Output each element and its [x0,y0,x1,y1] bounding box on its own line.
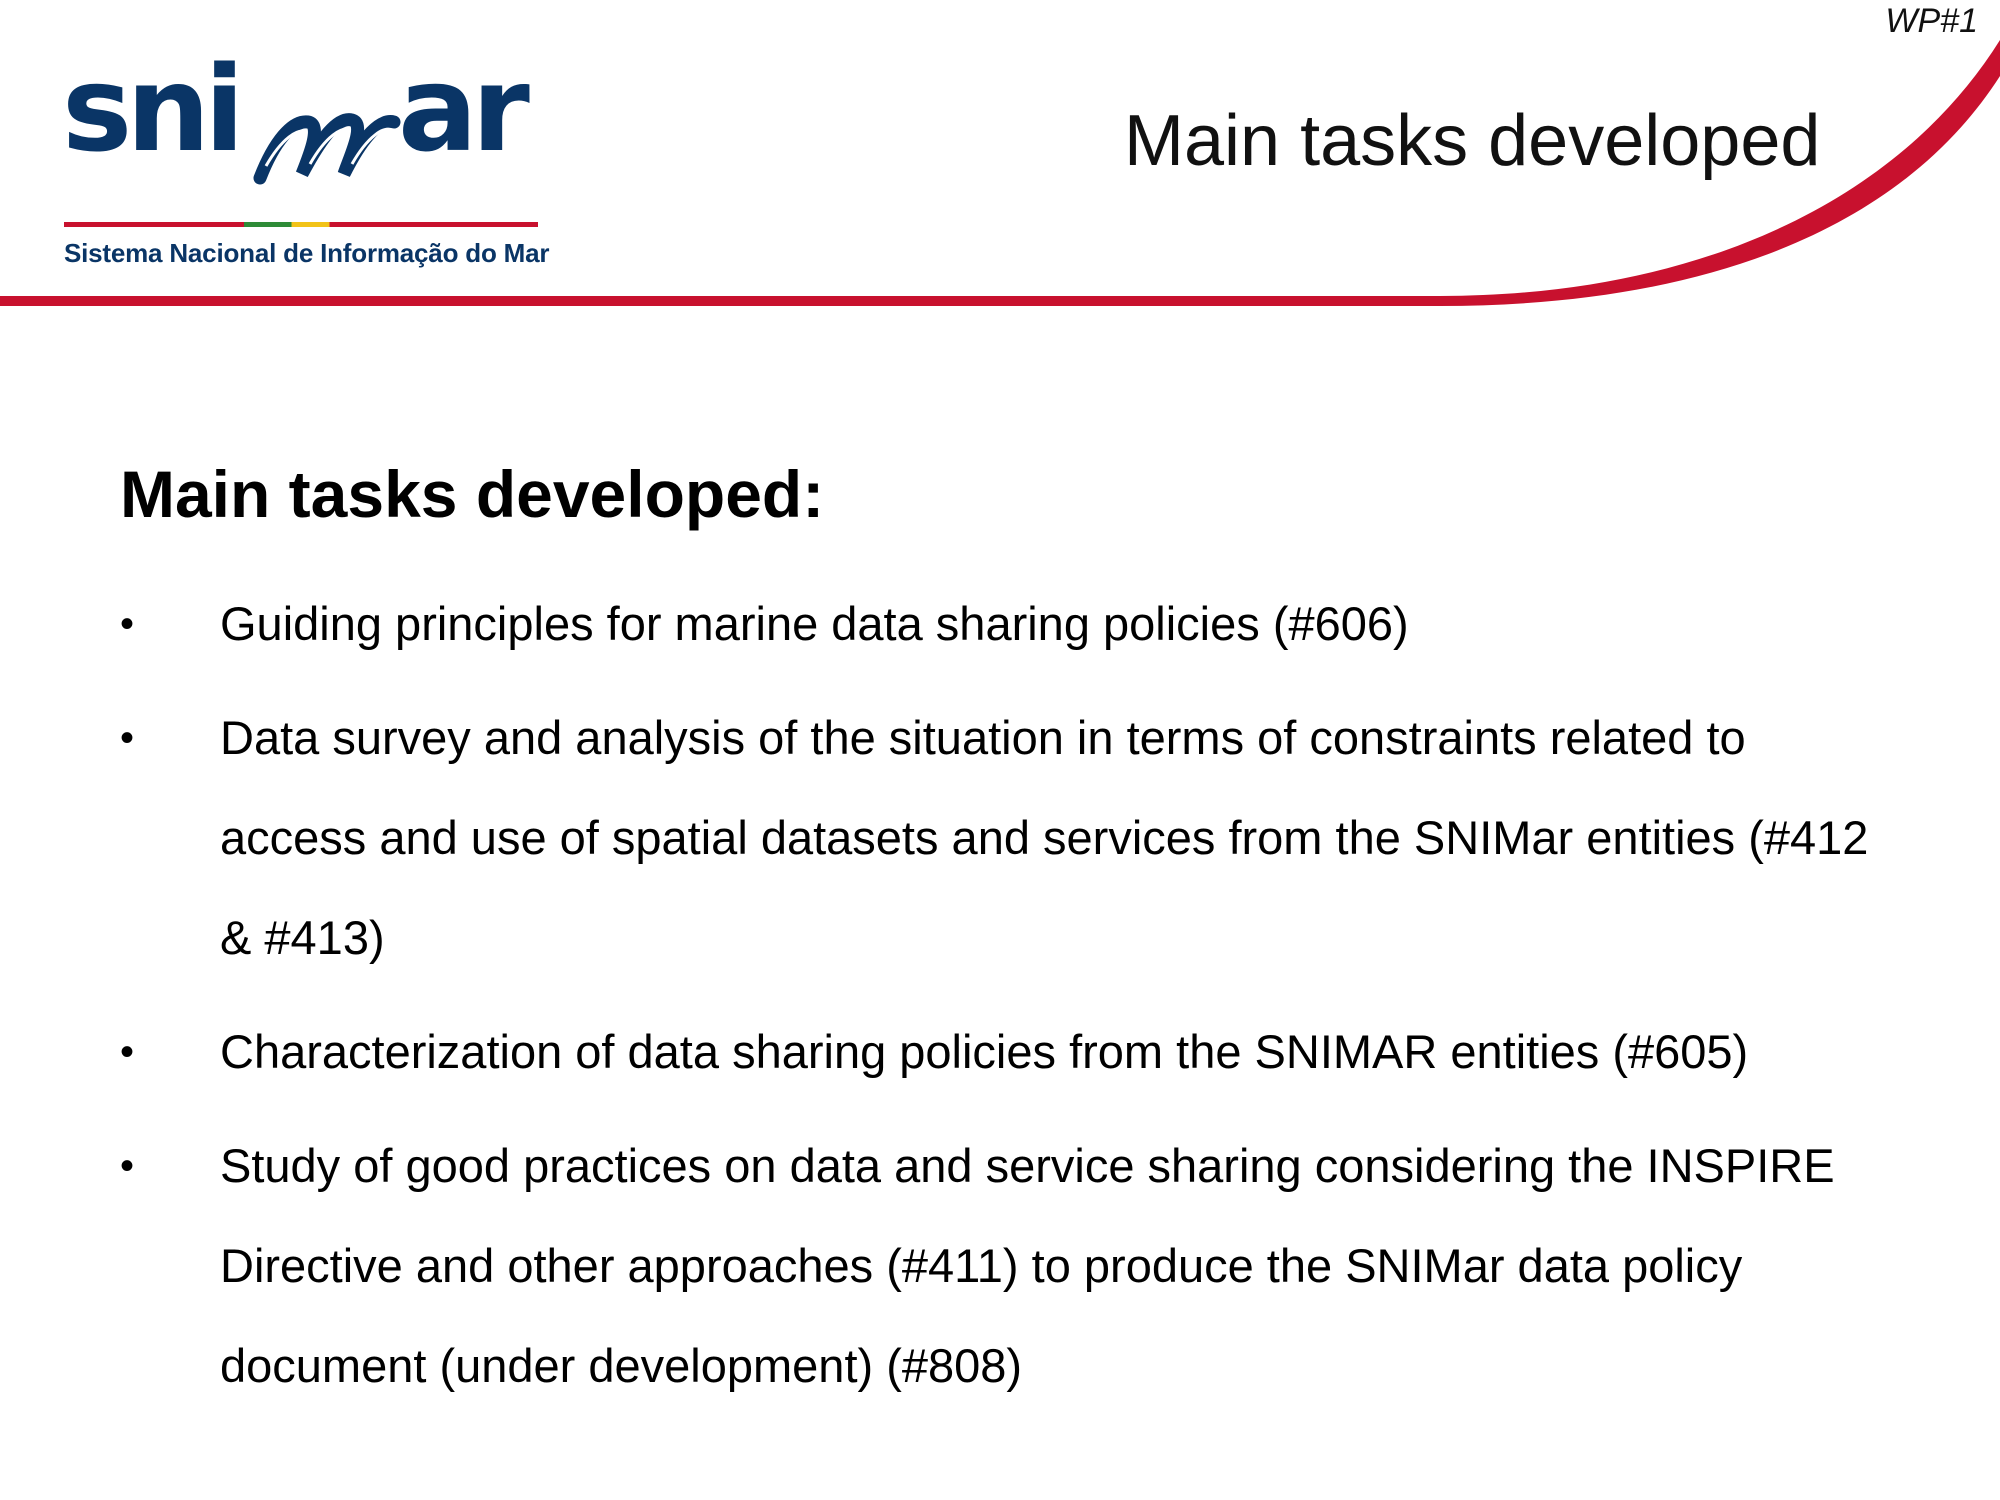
list-item [120,574,1900,674]
section-heading: Main tasks developed: [120,457,825,531]
list-item-text: Study of good practices on data and service sharing considering the INSPIRE Directive and other approaches (#411) to produce the SNIMar data policy document (under development) (#808) [220,1139,1835,1393]
logo-wordmark-left: sni [62,40,239,178]
list-item [120,1116,1900,1416]
logo-color-rule [64,222,538,227]
logo-subtitle: Sistema Nacional de Informação do Mar [64,238,550,268]
snimar-logo [62,40,550,268]
wave-m-icon [252,82,402,192]
list-item-text: Guiding principles for marine data sharing policies (#606) [220,597,1409,651]
list-item [120,1002,1900,1102]
bullet-icon: • [120,602,135,647]
header-title: Main tasks developed [1124,101,1821,181]
content-body [120,455,1900,1430]
list-item-text: Characterization of data sharing policies from the SNIMAR entities (#605) [220,1025,1749,1079]
bullet-icon: • [120,716,135,761]
bullet-icon: • [120,1144,135,1189]
slide-tag: WP#1 [1885,2,1978,40]
task-list [120,574,1900,1416]
logo-wordmark-right: ar [398,40,524,178]
bullet-icon: • [120,1030,135,1075]
list-item [120,688,1900,988]
list-item-text: Data survey and analysis of the situation in terms of constraints related to access and use of spatial datasets and services from the SNIMar entities (#412 & #413) [220,711,1869,965]
